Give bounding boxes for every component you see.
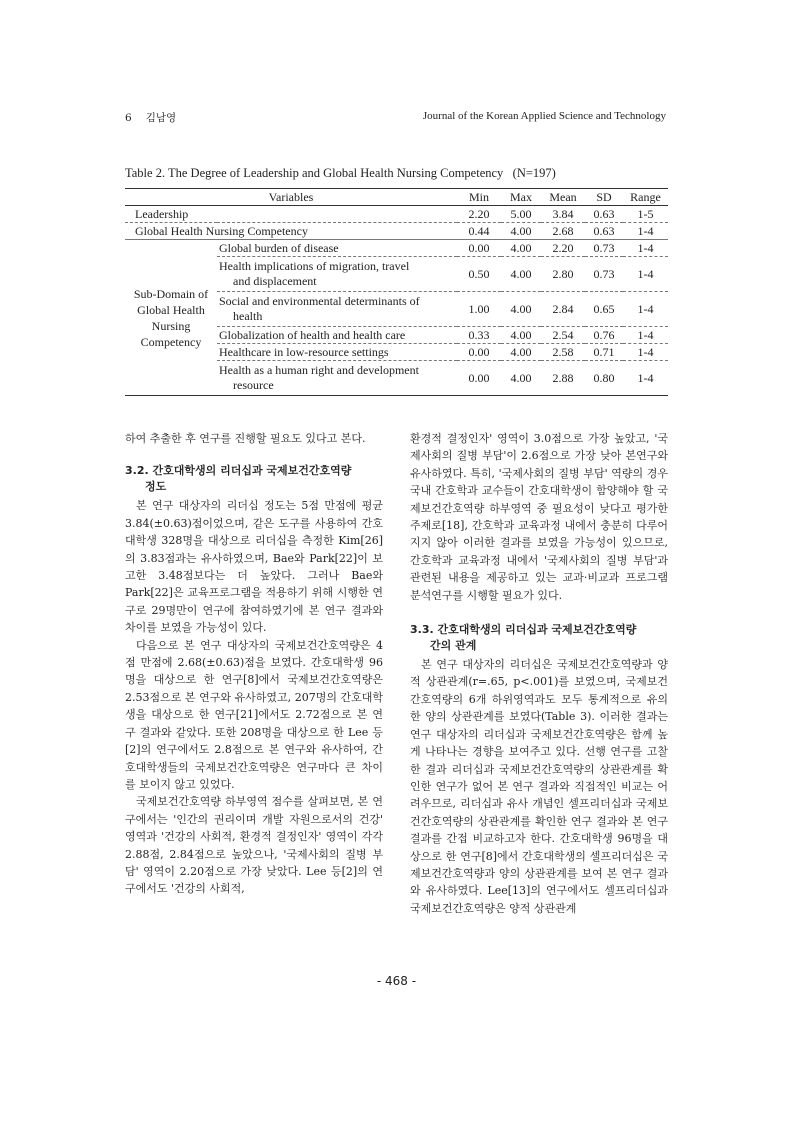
cell-range: 1-4 [623,257,668,292]
section-heading-3-3 [410,622,668,654]
row-label-line2: health [233,309,263,323]
row-label [217,361,457,396]
author-name: 김남영 [145,112,177,124]
cell-mean: 3.84 [552,206,574,221]
cell-min: 0.00 [457,344,501,361]
cell-sd: 0.76 [585,327,623,344]
section-heading-line1: 3.2. 간호대학생의 리더십과 국제보건간호역량 [125,464,352,478]
table-caption: Table 2. The Degree of Leadership and Global Health Nursing Competency (N=197) [125,166,556,180]
row-label: Global burden of disease [217,240,457,257]
page-number-header: 6 [125,112,132,124]
table-row [125,240,668,257]
row-label: Globalization of health and health care [217,327,457,344]
left-column [125,430,383,898]
cell-max: 4.00 [501,327,541,344]
table-row [125,223,668,240]
cell-mean: 2.68 [541,223,585,240]
subdomain-label: Sub-Domain of Global Health Nursing Competency [125,240,217,396]
cell-range: 1-4 [623,223,668,240]
cell-max: 4.00 [501,257,541,292]
cell-max: 4.00 [501,344,541,361]
cell-sd: 0.63 [585,223,623,240]
cell-sd: 0.73 [585,240,623,257]
cell-min: 0.44 [457,223,501,240]
cell-mean: 2.20 [541,240,585,257]
cell-mean: 2.54 [541,327,585,344]
paragraph: 본 연구 대상자의 리더십은 국제보건간호역량과 양적 상관관계(r=.65, p<.001)를 보였으며, 국제보건간호역량의 6개 하위영역과도 모두 통계적으로 유의한 양의 상관관계를 보였다(Table 3). 이러한 결과는 연구 대상자의 리더십과 국제보건간호역량은 함께 높게 나타나는 경향을 보여주고 있다. 선행 연구를 고찰한 결과 리더십과 국제보건간호역량의 상관관계를 확인한 연구가 없어 본 연구 결과와 직접적인 비교는 어려우므로, 리더십과 유사 개념인 셀프리더십과 국제보건간호역량의 상관관계를 확인한 연구 결과와 본 연구 결과를 간접 비교하고자 한다. 간호대학생 96명을 대상으로 한 연구[8]에서 간호대학생의 셀프리더십은 국제보건간호역량과 양의 상관관계를 보여 본 연구 결과와 유사하였다. Lee[13]의 연구에서도 셀프리더십과 국제보건간호역량은 양적 상관관계 [410,658,668,915]
cell-min: 0.00 [457,361,501,396]
right-column [410,430,668,917]
page-number-footer: - 468 - [376,974,417,988]
col-header-max: Max [510,189,532,204]
row-label: Healthcare in low-resource settings [217,344,457,361]
row-label: Leadership [135,206,189,221]
cell-sd: 0.73 [585,257,623,292]
section-heading-line1: 3.3. 간호대학생의 리더십과 국제보건간호역량 [410,623,637,637]
section-heading-line2: 간의 관계 [430,639,477,653]
cell-range: 1-5 [637,206,654,221]
paragraph: 본 연구 대상자의 리더십 정도는 5점 만점에 평균 3.84(±0.63)점이었으며, 같은 도구를 사용하여 간호대학생 328명을 대상으로 리더십을 측정한 Kim[26]의 3.83점과는 유사하였으며, Bae와 Park[22]이 보고한 3.48점보다는 더 높았다. 그러나 Bae와 Park[22]은 교육프로그램을 적용하기 위해 시행한 연구로 29명만이 연구에 참여하였기에 본 연구 결과와 차이를 보였을 가능성이 있다. [125,499,383,635]
cell-mean: 2.58 [541,344,585,361]
cell-range: 1-4 [623,344,668,361]
running-header-left [125,110,190,125]
row-label-line2: and displacement [233,274,317,288]
table-row [125,206,668,223]
cell-mean: 2.84 [541,292,585,327]
col-header-variables: Variables [268,189,314,204]
cell-min: 1.00 [457,292,501,327]
cell-max: 4.00 [501,223,541,240]
cell-range: 1-4 [623,361,668,396]
cell-min: 2.20 [468,206,490,221]
cell-mean: 2.80 [541,257,585,292]
data-table [125,188,668,396]
col-header-sd: SD [596,189,612,204]
table-header-row [125,189,668,206]
cell-mean: 2.88 [541,361,585,396]
cell-range: 1-4 [623,327,668,344]
cell-sd: 0.71 [585,344,623,361]
paragraph: 다음으로 본 연구 대상자의 국제보건간호역량은 4점 만점에 2.68(±0.63)점을 보였다. 간호대학생 96명을 대상으로 한 연구[8]에서 국제보건간호역량은 2.53점으로 본 연구와 유사하였고, 207명의 간호대학생을 대상으로 한 연구[21]에서도 2.72점으로 본 연구 결과와 같았다. 또한 208명을 대상으로 한 Lee 등[2]의 연구에서도 2.8점으로 본 연구와 유사하여, 간호대학생들의 국제보건간호역량은 연구마다 큰 차이를 보이지 않고 있었다. [125,638,383,791]
row-label-line1: Health implications of migration, travel [219,259,410,273]
cell-min: 0.33 [457,327,501,344]
row-label [217,257,457,292]
row-label-line1: Health as a human right and development [219,363,419,377]
cell-max: 5.00 [510,206,532,221]
section-heading-line2: 정도 [145,480,167,494]
row-label [217,292,457,327]
cell-sd: 0.63 [593,206,615,221]
col-header-mean: Mean [549,189,577,204]
cell-min: 0.50 [457,257,501,292]
section-heading-3-2 [125,463,383,495]
paragraph: 국제보건간호역량 하부영역 점수를 살펴보면, 본 연구에서는 '인간의 권리이며 개발 자원으로서의 건강' 영역과 '건강의 사회적, 환경적 결정인자' 영역이 각각 2.88점, 2.84점으로 높았으나, '국제사회의 질병 부담' 영역이 2.20점으로 가장 낮았다. Lee 등[2]의 연구에서도 '건강의 사회적, [125,795,383,896]
row-label: Global Health Nursing Competency [125,223,457,240]
paragraph: 하여 추출한 후 연구를 진행할 필요도 있다고 본다. [125,432,366,445]
col-header-min: Min [468,189,489,204]
cell-min: 0.00 [457,240,501,257]
journal-title: Journal of the Korean Applied Science and Technology [422,110,666,122]
row-label-line1: Social and environmental determinants of [219,294,420,308]
cell-sd: 0.80 [585,361,623,396]
paragraph: 환경적 결정인자' 영역이 3.0점으로 가장 높았고, '국제사회의 질병 부담'이 2.6점으로 가장 낮아 본연구와 유사하였다. 특히, '국제사회의 질병 부담' 역량의 경우 국내 간호학과 교수들이 간호대학생이 함양해야 할 국제보건간호역량 하부영역 중 필요성이 낮다고 평가한 주제로[18], 간호학과 교육과정 내에서 충분히 다루어지지 않아 이러한 결과를 보였을 가능성이 있으므로, 간호학과 교육과정 내에서 '국제사회의 질병 부담'과 관련된 내용을 제공하고 있는 교과·비교과 프로그램 분석연구를 시행할 필요가 있다. [410,432,668,602]
cell-range: 1-4 [623,292,668,327]
cell-max: 4.00 [501,240,541,257]
cell-max: 4.00 [501,292,541,327]
cell-max: 4.00 [501,361,541,396]
row-label-line2: resource [233,378,274,392]
col-header-range: Range [630,189,661,204]
cell-range: 1-4 [623,240,668,257]
cell-sd: 0.65 [585,292,623,327]
